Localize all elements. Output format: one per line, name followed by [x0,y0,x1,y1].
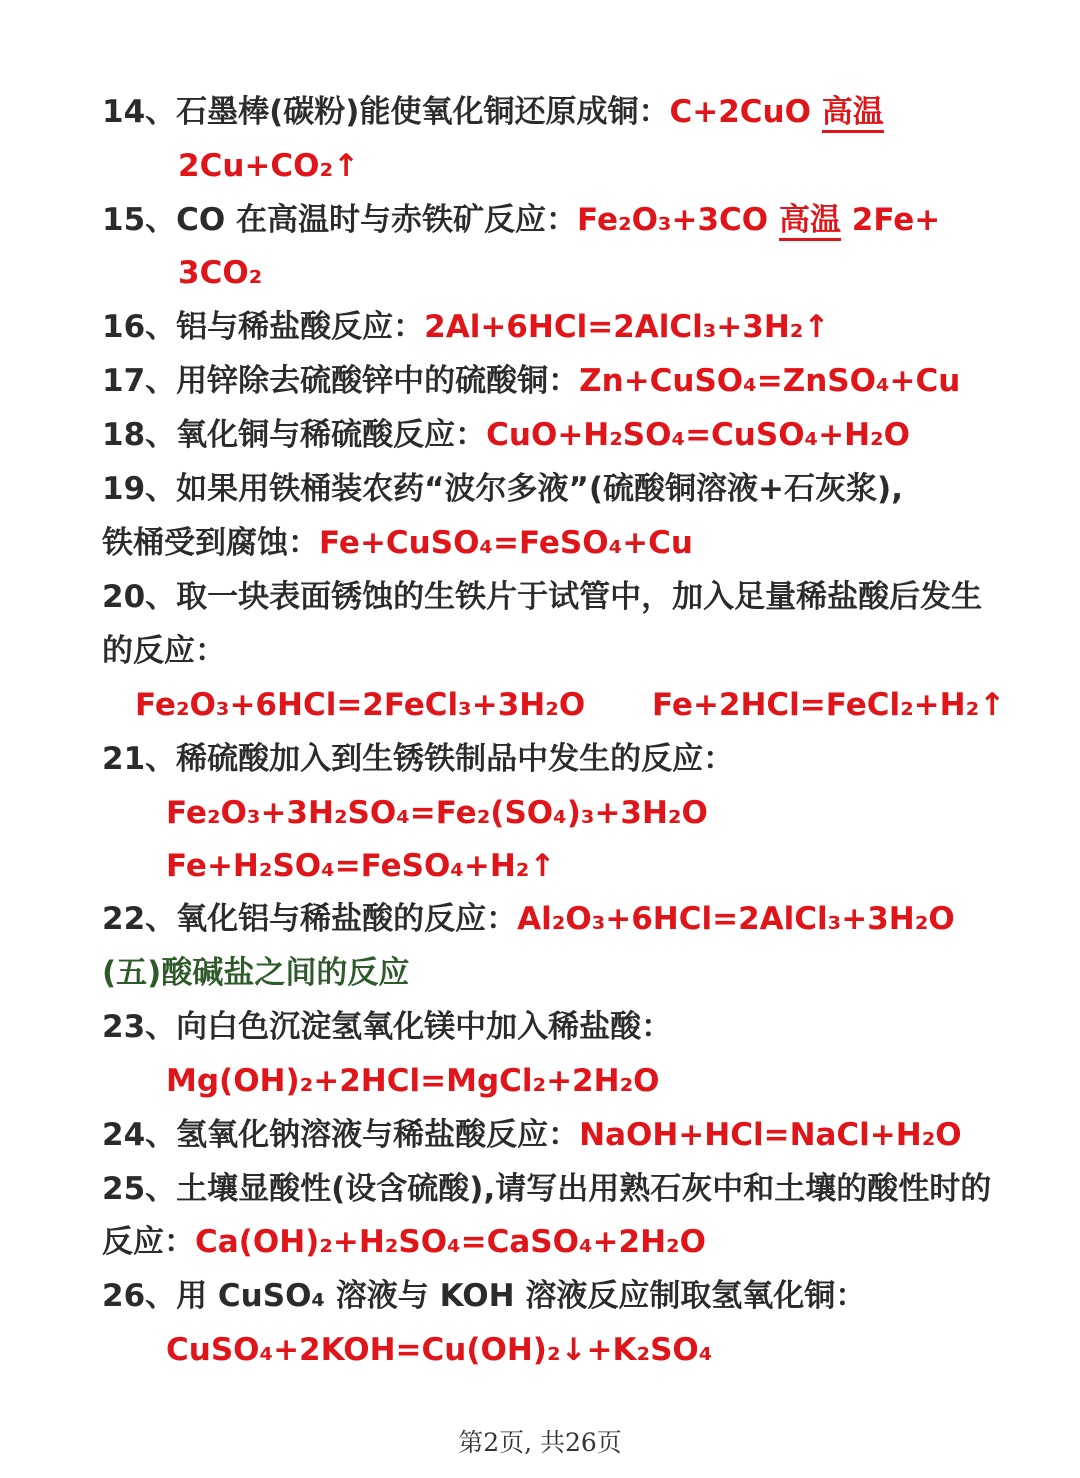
item-text: 18、氧化铜与稀硫酸反应： [102,417,487,453]
item-text: 23、向白色沉淀氢氧化镁中加入稀盐酸： [102,1009,673,1045]
item-text: 24、氢氧化钠溶液与稀盐酸反应： [102,1117,580,1153]
page-footer: 第2页, 共26页 [458,1428,622,1457]
equation: Fe₂O₃+3CO [577,202,779,238]
equation: Zn+CuSO₄=ZnSO₄+Cu [579,363,961,399]
item-20 [102,577,982,617]
item-14 [102,92,884,132]
item-text: 16、铝与稀盐酸反应： [102,309,425,345]
item-text: 15、CO 在高温时与赤铁矿反应： [102,202,578,238]
item-24 [102,1115,962,1155]
item-23 [102,1007,672,1047]
equation: Al₂O₃+6HCl=2AlCl₃+3H₂O [517,901,955,937]
item-text: 反应： [102,1224,195,1260]
equation: 3CO₂ [178,255,263,291]
item-22 [102,899,955,939]
item-text: 25、土壤显酸性(设含硫酸),请写出用熟石灰中和土壤的酸性时的 [102,1171,992,1207]
reaction-condition: 高温 [779,202,841,241]
section-heading: (五)酸碱盐之间的反应 [102,955,410,991]
item-25 [102,1169,991,1209]
item-text: 的反应： [102,633,226,669]
equation: 2Fe+ [840,202,941,238]
reaction-condition: 高温 [822,94,884,133]
item-19 [102,469,903,509]
item-text: 14、石墨棒(碳粉)能使氧化铜还原成铜： [102,94,670,130]
equation: Mg(OH)₂+2HCl=MgCl₂+2H₂O [166,1063,660,1099]
equation: C+2CuO [669,94,822,130]
item-text: 22、氧化铝与稀盐酸的反应： [102,901,518,937]
equation: Fe₂O₃+6HCl=2FeCl₃+3H₂O [135,687,586,723]
item-text: 21、稀硫酸加入到生锈铁制品中发生的反应： [102,741,735,777]
item-20-cont [102,631,226,671]
equation: Fe+CuSO₄=FeSO₄+Cu [319,525,693,561]
item-25-cont [102,1222,706,1262]
item-16 [102,307,829,347]
item-text: 19、如果用铁桶装农药“波尔多液”(硫酸铜溶液+石灰浆), [102,471,903,507]
equation: Fe₂O₃+3H₂SO₄=Fe₂(SO₄)₃+3H₂O [166,795,708,831]
item-21 [102,739,734,779]
equation: NaOH+HCl=NaCl+H₂O [579,1117,962,1153]
equation: Fe+H₂SO₄=FeSO₄+H₂↑ [166,848,556,884]
item-18 [102,415,910,455]
item-19-cont [102,523,693,563]
equation: Fe+2HCl=FeCl₂+H₂↑ [652,687,1006,723]
equation: Ca(OH)₂+H₂SO₄=CaSO₄+2H₂O [195,1224,706,1260]
item-text: 铁桶受到腐蚀： [102,525,319,561]
item-text: 20、取一块表面锈蚀的生铁片于试管中，加入足量稀盐酸后发生 [102,579,983,615]
item-15 [102,200,940,240]
item-26 [102,1276,866,1316]
equation: CuSO₄+2KOH=Cu(OH)₂↓+K₂SO₄ [166,1332,713,1368]
equation: CuO+H₂SO₄=CuSO₄+H₂O [486,417,910,453]
equation: 2Cu+CO₂↑ [178,148,360,184]
item-text: 17、用锌除去硫酸锌中的硫酸铜： [102,363,580,399]
item-text: 26、用 CuSO₄ 溶液与 KOH 溶液反应制取氢氧化铜： [102,1278,867,1314]
item-17 [102,361,960,401]
equation: 2Al+6HCl=2AlCl₃+3H₂↑ [424,309,830,345]
